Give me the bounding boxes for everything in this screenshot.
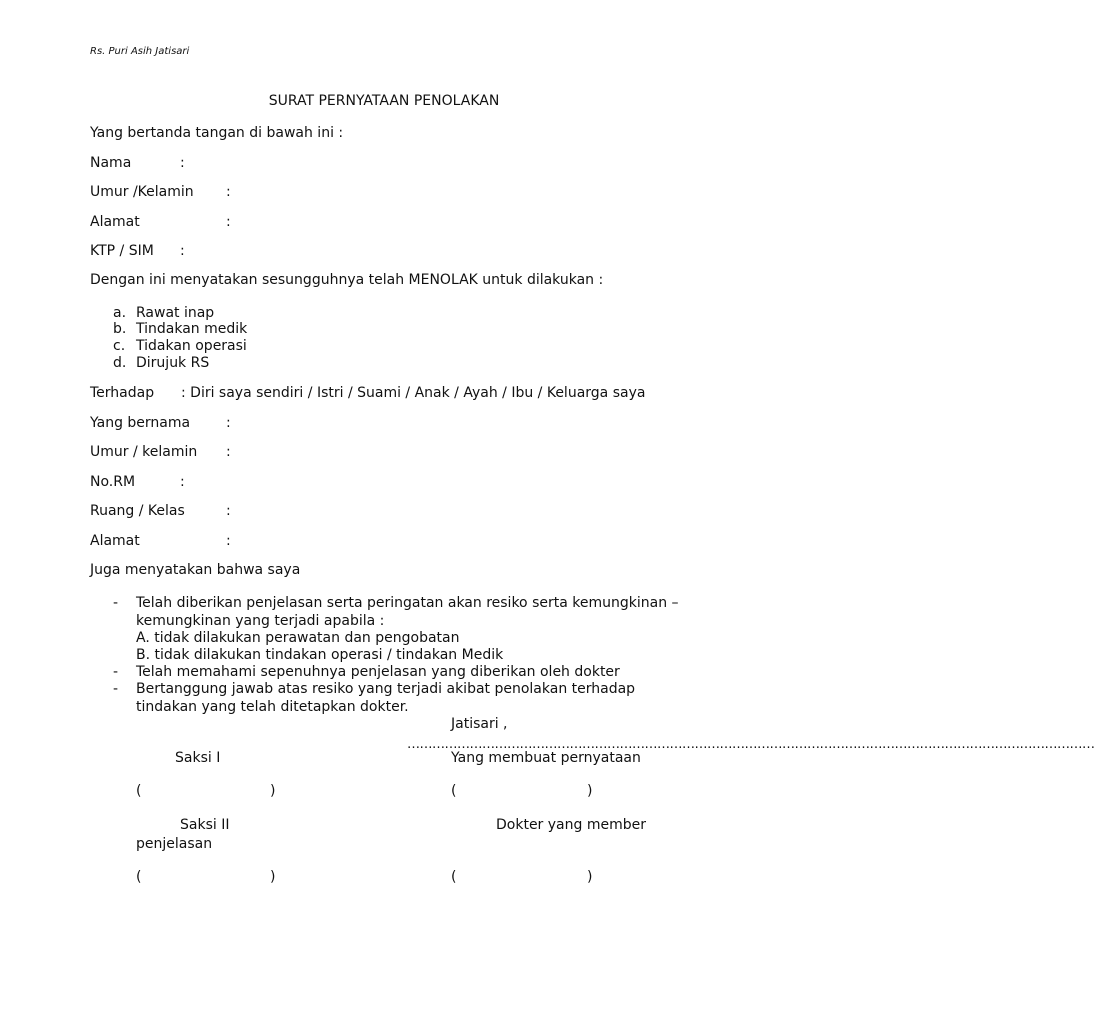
field-label-ktp-sim: KTP / SIM: [90, 243, 154, 259]
declaration-item-2: Telah memahami sepenuhnya penjelasan yang diberikan oleh dokter: [136, 664, 620, 680]
refusal-statement: Dengan ini menyatakan sesungguhnya telah MENOLAK untuk dilakukan :: [90, 272, 604, 288]
field-label-no-rm: No.RM: [90, 474, 136, 490]
statement-maker-label: Yang membuat pernyataan: [451, 750, 641, 766]
field-label-nama: Nama: [90, 155, 132, 171]
list-marker: b.: [113, 321, 127, 337]
dash-bullet: -: [113, 681, 119, 697]
against-value: : Diri saya sendiri / Istri / Suami / Anak / Ayah / Ibu / Keluarga saya: [181, 385, 646, 401]
intro-text: Yang bertanda tangan di bawah ini :: [90, 125, 344, 141]
field-label-yang-bernama: Yang bernama: [90, 415, 191, 431]
doctor-label-line-1: Dokter yang member: [496, 817, 646, 833]
field-colon: :: [180, 155, 185, 171]
signature-close-paren: ): [587, 869, 593, 885]
field-label-umur-kelamin: Umur /Kelamin: [90, 184, 194, 200]
field-colon: :: [226, 214, 231, 230]
signature-open-paren: (: [136, 783, 142, 799]
signature-open-paren: (: [451, 869, 457, 885]
document-title: SURAT PERNYATAAN PENOLAKAN: [268, 93, 500, 109]
field-colon: :: [180, 243, 185, 259]
list-marker: c.: [113, 338, 126, 354]
signature-open-paren: (: [136, 869, 142, 885]
field-colon: :: [226, 503, 231, 519]
signature-open-paren: (: [451, 783, 457, 799]
declaration-sub-b: B. tidak dilakukan tindakan operasi / tindakan Medik: [136, 647, 504, 663]
list-item-dirujuk-rs: Dirujuk RS: [136, 355, 210, 371]
against-label: Terhadap: [90, 385, 155, 401]
signature-date-dots: …………………………………………………………………………………………………………………………………………………: [407, 737, 1095, 752]
doctor-label-line-2: penjelasan: [136, 836, 213, 852]
list-marker: a.: [113, 305, 127, 321]
list-item-tindakan-medik: Tindakan medik: [136, 321, 248, 337]
hospital-header: Rs. Puri Asih Jatisari: [90, 46, 190, 57]
field-colon: :: [226, 415, 231, 431]
field-label-alamat: Alamat: [90, 533, 140, 549]
signature-close-paren: ): [270, 869, 276, 885]
list-marker: d.: [113, 355, 127, 371]
declaration-item-3-line-1: Bertanggung jawab atas resiko yang terjadi akibat penolakan terhadap: [136, 681, 636, 697]
witness-1-label: Saksi I: [175, 750, 221, 766]
field-label-alamat: Alamat: [90, 214, 140, 230]
field-colon: :: [226, 533, 231, 549]
field-colon: :: [226, 444, 231, 460]
field-label-umur-kelamin: Umur / kelamin: [90, 444, 198, 460]
dash-bullet: -: [113, 664, 119, 680]
also-statement: Juga menyatakan bahwa saya: [90, 562, 301, 578]
signature-close-paren: ): [587, 783, 593, 799]
field-colon: :: [180, 474, 185, 490]
signature-close-paren: ): [270, 783, 276, 799]
declaration-sub-a: A. tidak dilakukan perawatan dan pengobatan: [136, 630, 460, 646]
declaration-item-1-line-1: Telah diberikan penjelasan serta peringatan akan resiko serta kemungkinan –: [136, 595, 679, 611]
field-label-ruang-kelas: Ruang / Kelas: [90, 503, 185, 519]
signature-place: Jatisari ,: [451, 716, 508, 732]
witness-2-label: Saksi II: [180, 817, 230, 833]
list-item-tindakan-operasi: Tidakan operasi: [136, 338, 247, 354]
list-item-rawat-inap: Rawat inap: [136, 305, 215, 321]
declaration-item-3-line-2: tindakan yang telah ditetapkan dokter.: [136, 699, 409, 715]
dash-bullet: -: [113, 595, 119, 611]
declaration-item-1-line-2: kemungkinan yang terjadi apabila :: [136, 613, 385, 629]
field-colon: :: [226, 184, 231, 200]
